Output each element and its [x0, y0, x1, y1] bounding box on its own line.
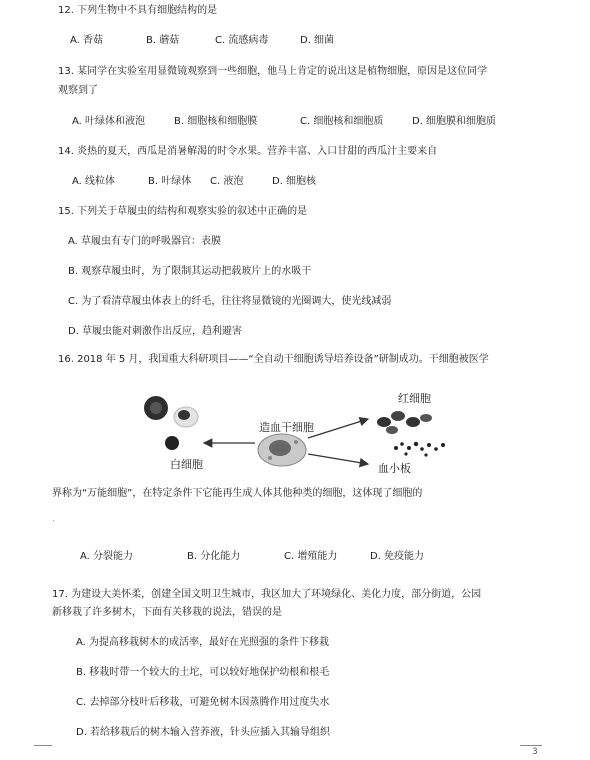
red-blood-cell-image — [377, 411, 432, 434]
footer-line-right — [520, 745, 542, 746]
q12-stem: 12. 下列生物中不具有细胞结构的是 — [58, 5, 218, 16]
stem-cell-diagram-svg — [130, 388, 470, 478]
q14-option-d: D. 细胞核 — [272, 176, 317, 187]
q17-stem-line1: 17. 为建设大美怀柔，创建全国文明卫生城市，我区加大了环境绿化、美化力度，部分街道，公园 — [52, 589, 482, 600]
q17-option-c: C. 去掉部分枝叶后移栽，可避免树木因蒸腾作用过度失水 — [76, 697, 330, 708]
stem-cell-diagram — [130, 388, 470, 478]
q16-option-c: C. 增殖能力 — [284, 551, 338, 562]
label-white-blood-cell: 白细胞 — [170, 458, 203, 471]
q15-stem: 15. 下列关于草履虫的结构和观察实验的叙述中正确的是 — [58, 206, 308, 217]
q15-option-c: C. 为了看清草履虫体表上的纤毛，往往将显微镜的光圈调大，使光线减弱 — [68, 296, 392, 307]
label-platelet: 血小板 — [378, 462, 411, 475]
q14-stem: 14. 炎热的夏天，西瓜是消暑解渴的时令水果。营养丰富、入口甘甜的西瓜汁主要来自 — [58, 146, 438, 157]
platelet-image — [394, 442, 445, 457]
q13-stem-line1: 13. 某同学在实验室用显微镜观察到一些细胞，他马上肯定的说出这是植物细胞，原因是这位同学 — [58, 66, 488, 77]
footer-line-left — [34, 745, 52, 746]
q14-option-a: A. 线粒体 — [72, 176, 116, 187]
q16-option-d: D. 免疫能力 — [370, 551, 425, 562]
q14-option-c: C. 液泡 — [210, 176, 244, 187]
q13-option-a: A. 叶绿体和液泡 — [72, 116, 146, 127]
page-number: 3 — [532, 747, 538, 757]
q17-stem-line2: 新移栽了许多树木，下面有关移栽的说法，错误的是 — [52, 607, 282, 618]
q15-option-d: D. 草履虫能对刺激作出反应，趋利避害 — [68, 326, 243, 337]
q12-option-b: B. 蘑菇 — [146, 35, 180, 46]
q17-option-d: D. 若给移栽后的树木输入营养液，针头应插入其输导组织 — [76, 727, 331, 738]
q13-option-b: B. 细胞核和细胞膜 — [174, 116, 258, 127]
q17-option-a: A. 为提高移栽树木的成活率，最好在光照强的条件下移栽 — [76, 637, 330, 648]
q16-option-a: A. 分裂能力 — [80, 551, 134, 562]
arrow-to-platelet — [308, 454, 368, 464]
q15-option-b: B. 观察草履虫时，为了限制其运动把载玻片上的水吸干 — [68, 266, 312, 277]
q14-option-b: B. 叶绿体 — [148, 176, 192, 187]
q16-stem-line1: 16. 2018 年 5 月，我国重大科研项目——“全自动干细胞诱导培养设备”研制成功。干细胞被医学 — [58, 354, 489, 365]
paragraph-mark: . — [52, 514, 55, 523]
q16-stem-line2: 界称为“万能细胞”，在特定条件下它能再生成人体其他种类的细胞，这体现了细胞的 — [52, 488, 423, 499]
hematopoietic-stem-cell-image — [258, 434, 306, 466]
q12-option-d: D. 细菌 — [300, 35, 335, 46]
label-stem-cell: 造血干细胞 — [259, 421, 314, 434]
q15-option-a: A. 草履虫有专门的呼吸器官：表膜 — [68, 236, 222, 247]
white-blood-cell-image — [144, 396, 198, 450]
q12-option-c: C. 流感病毒 — [215, 35, 269, 46]
label-red-blood-cell: 红细胞 — [398, 392, 431, 405]
q16-option-b: B. 分化能力 — [187, 551, 241, 562]
q13-option-d: D. 细胞膜和细胞质 — [412, 116, 497, 127]
q12-option-a: A. 香菇 — [70, 35, 104, 46]
q17-option-b: B. 移栽时带一个较大的土坨，可以较好地保护幼根和根毛 — [76, 667, 330, 678]
q13-option-c: C. 细胞核和细胞质 — [300, 116, 384, 127]
q13-stem-line2: 观察到了 — [58, 85, 98, 96]
arrow-to-red-blood-cell — [308, 419, 368, 438]
